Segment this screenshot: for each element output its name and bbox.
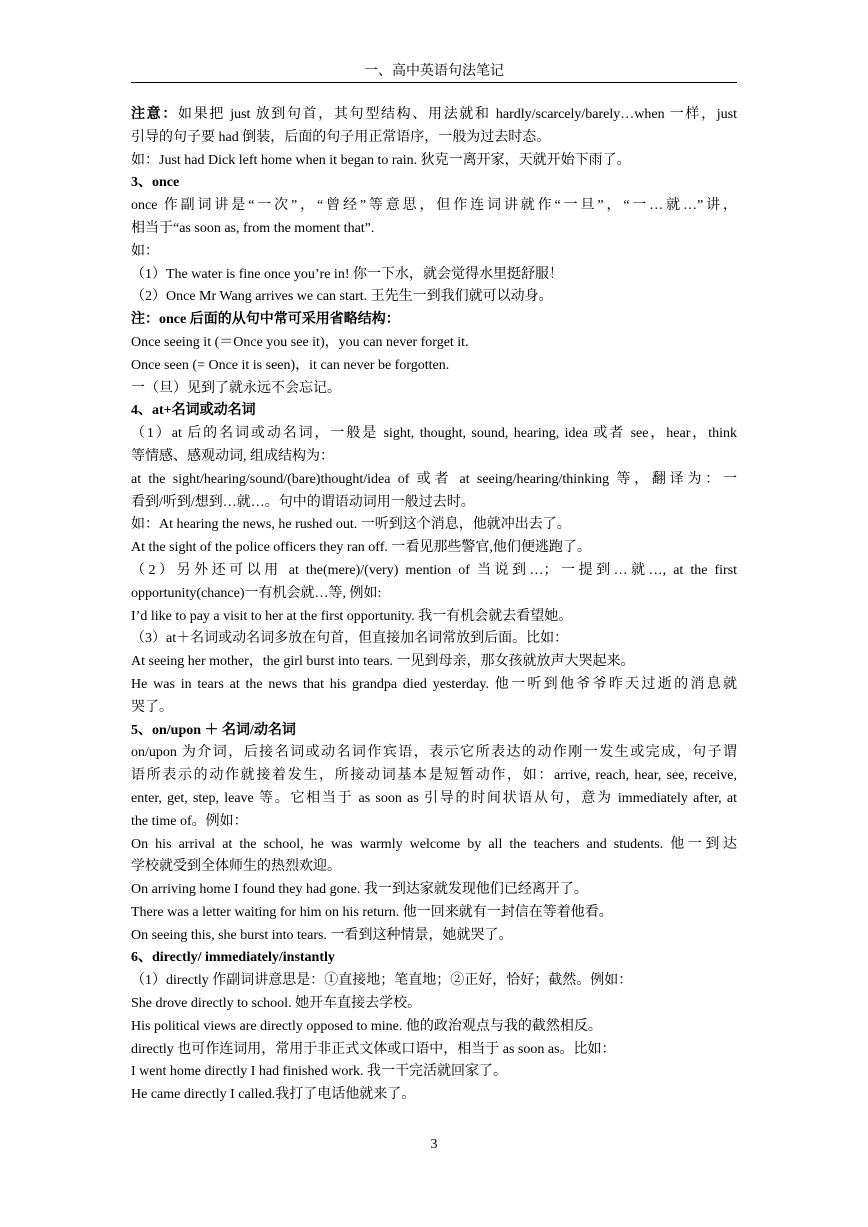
line-text: 哭了。: [131, 699, 173, 715]
text-line: [131, 469, 737, 492]
line-text: 一（旦）见到了就永远不会忘记。: [131, 380, 341, 396]
text-line: [131, 879, 737, 902]
line-text: at the sight/hearing/sound/(bare)thought/idea of 或者 at seeing/hearing/thinking 等，翻译为：一: [131, 471, 737, 487]
line-text: 语所表示的动作就接着发生，所接动词基本是短暂动作，如：arrive, reach, hear, see, receive,: [131, 768, 737, 784]
text-line: [131, 1084, 737, 1107]
line-text: His political views are directly opposed to mine. 他的政治观点与我的截然相反。: [131, 1018, 602, 1034]
line-text: He came directly I called.我打了电话他就来了。: [131, 1087, 416, 1103]
line-text: I went home directly I had finished work. 我一干完活就回家了。: [131, 1064, 507, 1080]
line-text: （3）at＋名词或动名词多放在句首，但直接加名词常放到后面。比如：: [131, 631, 569, 647]
line-text: 如：: [131, 243, 159, 259]
line-text: on/upon 为介词，后接名词或动名词作宾语，表示它所表达的动作刚一发生或完成，句子谓: [131, 745, 737, 761]
text-line: [131, 583, 737, 606]
line-text: Once seen (= Once it is seen)，it can never be forgotten.: [131, 357, 450, 373]
text-line: [131, 993, 737, 1016]
line-text: On his arrival at the school, he was warmly welcome by all the teachers and students. 他一到达: [131, 836, 737, 852]
section-heading: [131, 400, 737, 423]
text-line: [131, 492, 737, 515]
text-line: [131, 1061, 737, 1084]
text-line: [131, 925, 737, 948]
text-line: [131, 127, 737, 150]
text-line: [131, 742, 737, 765]
line-text: once 作副词讲是“一次”，“曾经”等意思，但作连词讲就作“一旦”，“一…就…”讲，: [131, 198, 737, 214]
line-text: enter, get, step, leave 等。它相当于 as soon as 引导的时间状语从句，意为 immediately after, at: [131, 790, 737, 806]
line-text: At seeing her mother，the girl burst into tears. 一见到母亲，那女孩就放声大哭起来。: [131, 654, 635, 670]
line-text: 学校就受到全体师生的热烈欢迎。: [131, 859, 341, 875]
text-line: [131, 104, 737, 127]
text-line: [131, 674, 737, 697]
line-text: 看到/听到/想到…就…。句中的谓语动词用一般过去时。: [131, 494, 475, 510]
text-line: [131, 1016, 737, 1039]
line-text: （1）The water is fine once you’re in! 你一下水，就会觉得水里挺舒服！: [131, 266, 563, 282]
line-text: At the sight of the police officers they ran off. 一看见那些警官,他们便逃跑了。: [131, 540, 591, 556]
text-line: [131, 606, 737, 629]
line-text: the time of。例如：: [131, 813, 248, 829]
line-text: Once seeing it (＝Once you see it)，you can never forget it.: [131, 334, 469, 350]
text-line: [131, 378, 737, 401]
line-text: 注：once 后面的从句中常可采用省略结构：: [131, 312, 400, 328]
text-line: [131, 902, 737, 925]
text-line: [131, 1039, 737, 1062]
text-line: [131, 355, 737, 378]
text-line: [131, 788, 737, 811]
line-text: opportunity(chance)一有机会就…等, 例如:: [131, 585, 382, 601]
text-line: [131, 150, 737, 173]
line-text: On seeing this, she burst into tears. 一看到这种情景，她就哭了。: [131, 927, 513, 943]
text-line: [131, 560, 737, 583]
section-heading: [131, 720, 737, 743]
section-heading: [131, 947, 737, 970]
document-body: [131, 104, 737, 1107]
text-line: [131, 811, 737, 834]
text-line: [131, 241, 737, 264]
line-text: He was in tears at the news that his grandpa died yesterday. 他一听到他爷爷昨天过逝的消息就: [131, 676, 737, 692]
line-text: 如：Just had Dick left home when it began to rain. 狄克一离开家，天就开始下雨了。: [131, 152, 631, 168]
line-text: 如：At hearing the news, he rushed out. 一听到这个消息，他就冲出去了。: [131, 517, 571, 533]
line-text: （1）at 后的名词或动名词，一般是 sight, thought, sound, hearing, idea 或者 see，hear，think: [131, 426, 737, 442]
line-text: 6、directly/ immediately/instantly: [131, 950, 335, 966]
line-text: directly 也可作连词用，常用于非正式文体或口语中，相当于 as soon as。比如：: [131, 1041, 616, 1057]
line-text: I’d like to pay a visit to her at the first opportunity. 我一有机会就去看望她。: [131, 608, 573, 624]
text-line: [131, 651, 737, 674]
text-line: [131, 856, 737, 879]
text-line: [131, 628, 737, 651]
line-text: 3、once: [131, 175, 180, 191]
note-label: 注意：: [131, 107, 179, 122]
text-line: [131, 195, 737, 218]
line-text: There was a letter waiting for him on his return. 他一回来就有一封信在等着他看。: [131, 904, 613, 920]
line-text: 引导的句子要 had 倒装，后面的句子用正常语序，一般为过去时态。: [131, 129, 551, 145]
section-heading: [131, 309, 737, 332]
text-line: [131, 264, 737, 287]
line-text: （1）directly 作副词讲意思是：①直接地；笔直地；②正好，恰好；截然。例如：: [131, 973, 633, 989]
line-text: 等情感、感观动词, 组成结构为：: [131, 448, 334, 464]
line-text: （2）Once Mr Wang arrives we can start. 王先生一到我们就可以动身。: [131, 289, 553, 305]
text-line: [131, 446, 737, 469]
line-text: 相当于“as soon as, from the moment that”.: [131, 220, 375, 236]
text-line: [131, 423, 737, 446]
line-text: 4、at+名词或动名词: [131, 403, 256, 419]
text-line: [131, 970, 737, 993]
text-line: [131, 697, 737, 720]
line-text: She drove directly to school. 她开车直接去学校。: [131, 996, 422, 1012]
line-text: 如果把 just 放到句首，其句型结构、用法就和 hardly/scarcely/barely…when 一样，just: [178, 107, 737, 122]
text-line: [131, 834, 737, 857]
text-line: [131, 537, 737, 560]
text-line: [131, 286, 737, 309]
line-text: （2）另外还可以用 at the(mere)/(very) mention of 当说到…；一提到…就…, at the first: [131, 562, 737, 578]
page-number: 3: [430, 1137, 438, 1152]
text-line: [131, 218, 737, 241]
page-header: 一、高中英语句法笔记: [364, 64, 504, 79]
section-heading: [131, 172, 737, 195]
line-text: 5、on/upon ＋ 名词/动名词: [131, 722, 296, 738]
text-line: [131, 765, 737, 788]
text-line: [131, 514, 737, 537]
text-line: [131, 332, 737, 355]
header-rule: [131, 82, 737, 83]
line-text: On arriving home I found they had gone. 我一到达家就发现他们已经离开了。: [131, 882, 588, 898]
